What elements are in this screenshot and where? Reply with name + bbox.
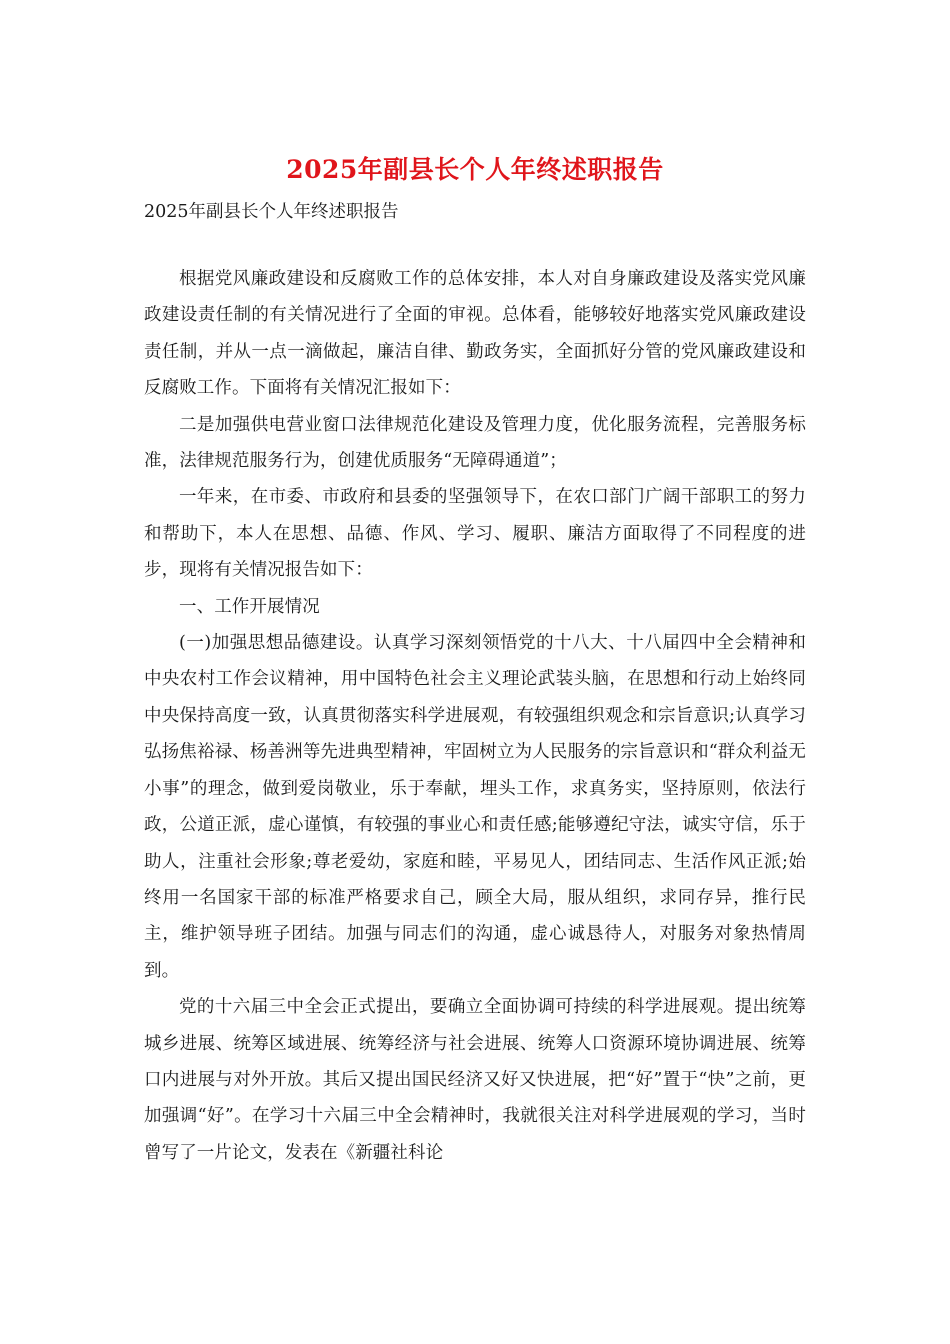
document-subtitle: 2025年副县长个人年终述职报告: [144, 202, 399, 222]
section-heading-work: 一、工作开展情况: [179, 596, 320, 617]
paragraph-moral-building: (一)加强思想品德建设。认真学习深刻领悟党的十八大、十八届四中全会精神和中央农村工作会议精神，用中国特色社会主义理论武装头脑，在思想和行动上始终同中央保持高度一致，认真贯彻落实科学进展观，有较强组织观念和宗旨意识;认真学习弘扬焦裕禄、杨善洲等先进典型精神，牢固树立为人民服务的宗旨意识和“群众利益无小事”的理念，做到爱岗敬业，乐于奉献，埋头工作，求真务实，坚持原则，依法行政，公道正派，虚心谨慎，有较强的事业心和责任感;能够遵纪守法，诚实守信，乐于助人，注重社会形象;尊老爱幼，家庭和睦，平易见人，团结同志、生活作风正派;始终用一名国家干部的标准严格要求自己，顾全大局，服从组织，求同存异，推行民主，维护领导班子团结。加强与同志们的沟通，虚心诚恳待人，对服务对象热情周到。: [144, 633, 806, 981]
document-title: 2025年副县长个人年终述职报告: [286, 155, 664, 184]
paragraph-intro: 根据党风廉政建设和反腐败工作的总体安排，本人对自身廉政建设及落实党风廉政建设责任制的有关情况进行了全面的审视。总体看，能够较好地落实党风廉政建设责任制，并从一点一滴做起，廉洁自律、勤政务实，全面抓好分管的党风廉政建设和反腐败工作。下面将有关情况汇报如下：: [144, 269, 806, 399]
paragraph-scientific-development: 党的十六届三中全会正式提出，要确立全面协调可持续的科学进展观。提出统筹城乡进展、统筹区域进展、统筹经济与社会进展、统筹人口资源环境协调进展、统筹口内进展与对外开放。其后又提出国民经济又好又快进展，把“好”置于“快”之前，更加强调“好”。在学习十六届三中全会精神时，我就很关注对科学进展观的学习，当时曾写了一片论文，发表在《新疆社科论: [144, 997, 806, 1163]
document-body: [144, 261, 806, 1171]
paragraph-power-supply: 二是加强供电营业窗口法律规范化建设及管理力度，优化服务流程，完善服务标准，法律规范服务行为，创建优质服务“无障碍通道”；: [144, 414, 806, 472]
paragraph-year-summary: 一年来，在市委、市政府和县委的坚强领导下，在农口部门广阔干部职工的努力和帮助下，本人在思想、品德、作风、学习、履职、廉洁方面取得了不同程度的进步，现将有关情况报告如下：: [144, 487, 806, 581]
